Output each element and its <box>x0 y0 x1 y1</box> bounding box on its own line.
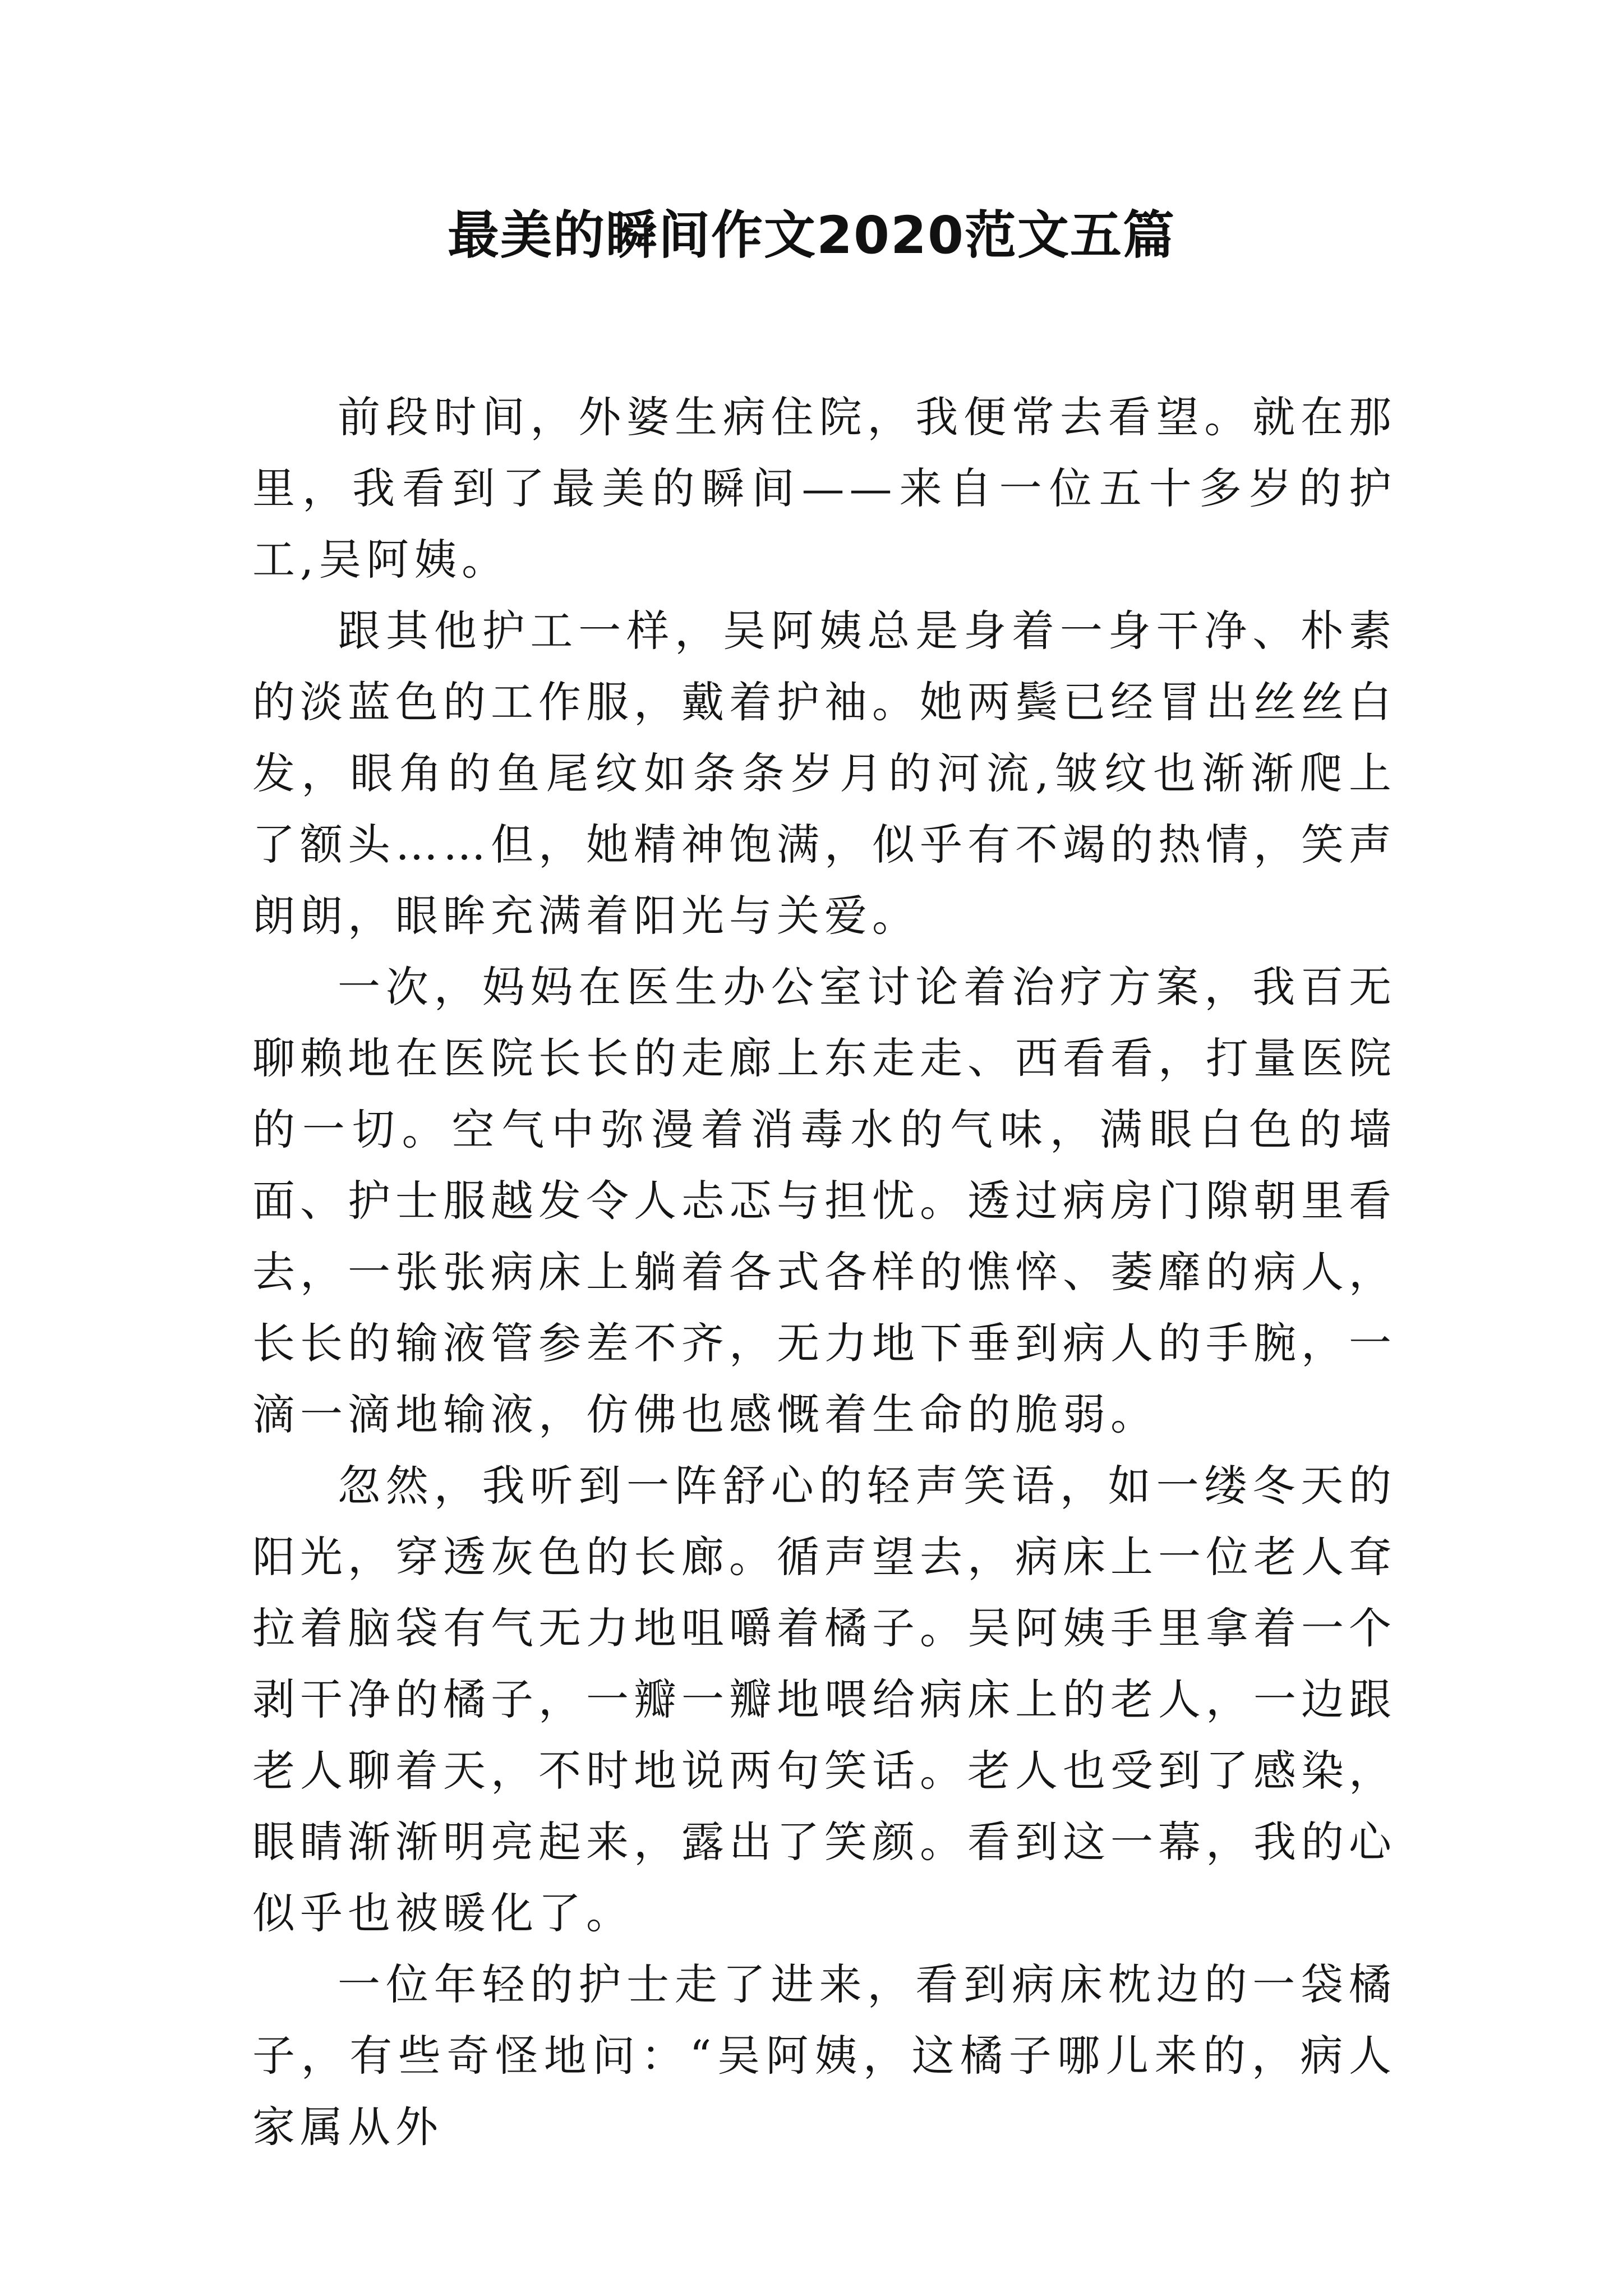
document-body <box>252 381 1396 2162</box>
paragraph-5: 一位年轻的护士走了进来，看到病床枕边的一袋橘子，有些奇怪地问：“吴阿姨，这橘子哪儿来的，病人家属从外 <box>252 1959 1396 2152</box>
paragraph-1: 前段时间，外婆生病住院，我便常去看望。就在那里，我看到了最美的瞬间——来自一位五十多岁的护工,吴阿姨。 <box>252 392 1396 585</box>
paragraph-4: 忽然，我听到一阵舒心的轻声笑语，如一缕冬天的阳光，穿透灰色的长廊。循声望去，病床上一位老人耷拉着脑袋有气无力地咀嚼着橘子。吴阿姨手里拿着一个剥干净的橘子，一瓣一瓣地喂给病床上的老人，一边跟老人聊着天，不时地说两句笑话。老人也受到了感染，眼睛渐渐明亮起来，露出了笑颜。看到这一幕，我的心似乎也被暖化了。 <box>252 1461 1396 1938</box>
paragraph-3: 一次，妈妈在医生办公室讨论着治疗方案，我百无聊赖地在医院长长的走廊上东走走、西看看，打量医院的一切。空气中弥漫着消毒水的气味，满眼白色的墙面、护士服越发令人忐忑与担忧。透过病房门隙朝里看去，一张张病床上躺着各式各样的憔悴、萎靡的病人，长长的输液管参差不齐，无力地下垂到病人的手腕，一滴一滴地输液，仿佛也感慨着生命的脆弱。 <box>252 962 1396 1439</box>
paragraph-2: 跟其他护工一样，吴阿姨总是身着一身干净、朴素的淡蓝色的工作服，戴着护袖。她两鬓已经冒出丝丝白发，眼角的鱼尾纹如条条岁月的河流,皱纹也渐渐爬上了额头……但，她精神饱满，似乎有不竭的热情，笑声朗朗，眼眸充满着阳光与关爱。 <box>252 606 1396 941</box>
document-title: 最美的瞬间作文2020范文五篇 <box>447 205 1176 265</box>
